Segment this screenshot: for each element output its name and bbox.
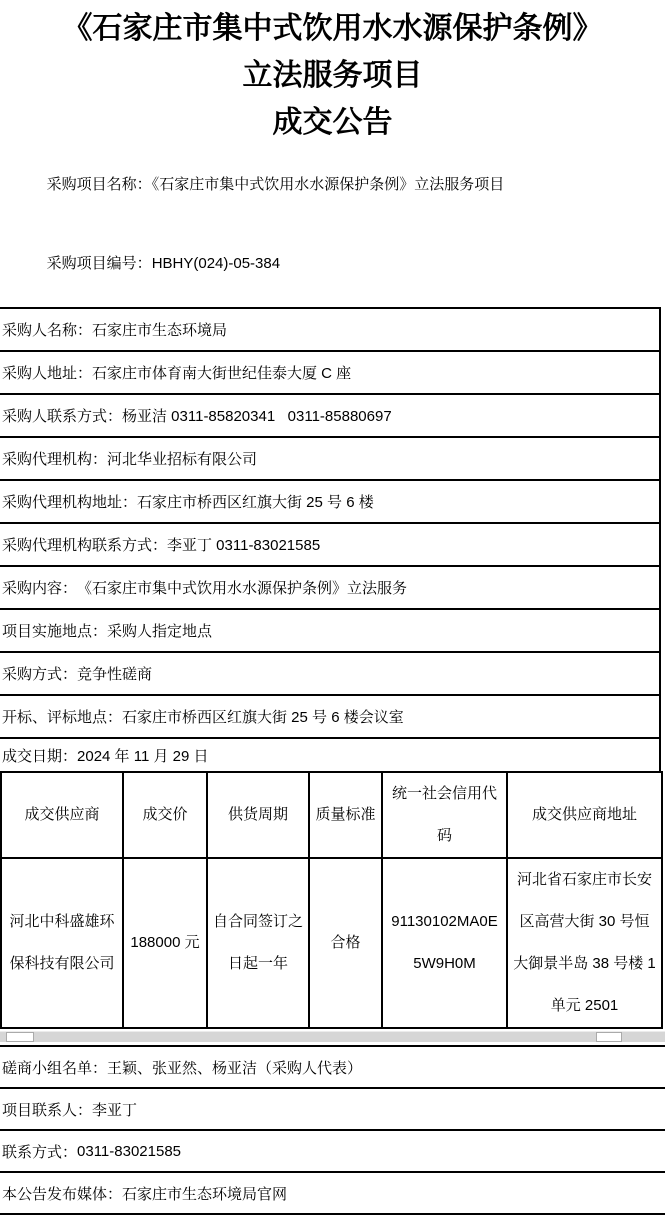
- project-name-label: 采购项目名称：: [46, 176, 152, 193]
- footer-row-label: 本公告发布媒体：: [2, 1185, 123, 1203]
- info-row-buyer-contact: [0, 393, 659, 436]
- horizontal-scrollbar-right-thumb[interactable]: [596, 1032, 622, 1042]
- footer-row-label: 磋商小组名单：: [2, 1059, 108, 1077]
- award-table-data-row: [1, 858, 662, 1028]
- info-row-value: 竞争性磋商: [77, 666, 153, 683]
- info-row-procurement-method: [0, 651, 659, 694]
- credit-code-cell: 91130102MA0E5W9H0M: [382, 858, 507, 1028]
- footer-row-panel-members: [0, 1045, 665, 1087]
- project-code-line: [0, 234, 665, 294]
- info-row-label: 采购人地址：: [2, 365, 93, 382]
- info-row-label: 成交日期：: [2, 747, 78, 765]
- info-row-label: 开标、评标地点：: [2, 709, 123, 726]
- page-title: [0, 0, 665, 146]
- delivery-period-cell: 自合同签订之日起一年: [207, 858, 309, 1028]
- footer-row-value: 石家庄市生态环境局官网: [122, 1185, 288, 1203]
- header-cell-delivery-period: 供货周期: [207, 772, 309, 858]
- info-row-implementation-site: [0, 608, 659, 651]
- info-row-buyer-name: [0, 307, 659, 350]
- info-row-label: 项目实施地点：: [2, 623, 108, 640]
- footer-row-value: 王颖、张亚然、杨亚洁（采购人代表）: [107, 1059, 363, 1077]
- info-row-value: 李亚丁 0311-83021585: [167, 537, 321, 554]
- info-row-procurement-content: [0, 565, 659, 608]
- page-title-line-1: 《石家庄市集中式饮用水水源保护条例》: [62, 12, 603, 45]
- header-cell-supplier-address: 成交供应商地址: [507, 772, 662, 858]
- horizontal-scrollbar-track[interactable]: [0, 1031, 665, 1042]
- info-row-value: 石家庄市体育南大街世纪佳泰大厦 C 座: [92, 365, 352, 382]
- info-row-label: 采购人联系方式：: [2, 408, 123, 425]
- info-row-label: 采购方式：: [2, 666, 78, 683]
- info-row-value: 采购人指定地点: [107, 623, 213, 640]
- info-table: [0, 307, 661, 771]
- project-name-line: [0, 155, 665, 215]
- page-title-line-3: 成交公告: [272, 106, 393, 139]
- horizontal-scrollbar-left-thumb[interactable]: [6, 1032, 34, 1042]
- info-row-label: 采购内容：: [2, 580, 78, 597]
- footer-row-label: 联系方式：: [2, 1143, 78, 1161]
- footer-row-value: 李亚丁: [92, 1101, 138, 1119]
- info-row-label: 采购代理机构地址：: [2, 494, 138, 511]
- award-table: [0, 771, 663, 1029]
- info-row-value: 石家庄市桥西区红旗大街 25 号 6 楼: [137, 494, 374, 511]
- project-name-value: 《石家庄市集中式饮用水水源保护条例》立法服务项目: [151, 176, 505, 193]
- header-cell-supplier: 成交供应商: [1, 772, 123, 858]
- quality-standard-cell: 合格: [309, 858, 382, 1028]
- info-row-label: 采购人名称：: [2, 322, 93, 339]
- project-code-label: 采购项目编号：: [46, 255, 152, 272]
- price-cell: 188000 元: [123, 858, 207, 1028]
- supplier-address-cell: 河北省石家庄市长安区高营大街 30 号恒大御景半岛 38 号楼 1 单元 2501: [507, 858, 662, 1028]
- supplier-cell: 河北中科盛雄环保科技有限公司: [1, 858, 123, 1028]
- info-row-agency-address: [0, 479, 659, 522]
- info-row-agency-name: [0, 436, 659, 479]
- info-row-buyer-address: [0, 350, 659, 393]
- award-table-header-row: [1, 772, 662, 858]
- project-code-value: HBHY(024)-05-384: [151, 255, 281, 272]
- info-row-label: 采购代理机构：: [2, 451, 108, 468]
- info-row-agency-contact: [0, 522, 659, 565]
- footer-row-value: 0311-83021585: [77, 1142, 182, 1160]
- info-row-value: 河北华业招标有限公司: [107, 451, 258, 468]
- info-row-bid-opening-site: [0, 694, 659, 737]
- info-row-value: 《石家庄市集中式饮用水水源保护条例》立法服务: [77, 580, 408, 597]
- header-cell-price: 成交价: [123, 772, 207, 858]
- header-cell-quality-standard: 质量标准: [309, 772, 382, 858]
- info-row-value: 2024 年 11 月 29 日: [77, 747, 209, 765]
- header-cell-credit-code: 统一社会信用代码: [382, 772, 507, 858]
- info-row-value: 杨亚洁 0311-85820341 0311-85880697: [122, 408, 392, 425]
- info-row-value: 石家庄市生态环境局: [92, 322, 228, 339]
- info-row-award-date: [0, 737, 659, 771]
- info-row-value: 石家庄市桥西区红旗大街 25 号 6 楼会议室: [122, 709, 404, 726]
- footer-row-publish-media: [0, 1171, 665, 1215]
- footer-row-label: 项目联系人：: [2, 1101, 93, 1119]
- info-row-label: 采购代理机构联系方式：: [2, 537, 168, 554]
- footer-row-project-contact: [0, 1087, 665, 1129]
- footer-table: [0, 1045, 665, 1215]
- page-title-line-2: 立法服务项目: [242, 59, 423, 92]
- footer-row-contact-phone: [0, 1129, 665, 1171]
